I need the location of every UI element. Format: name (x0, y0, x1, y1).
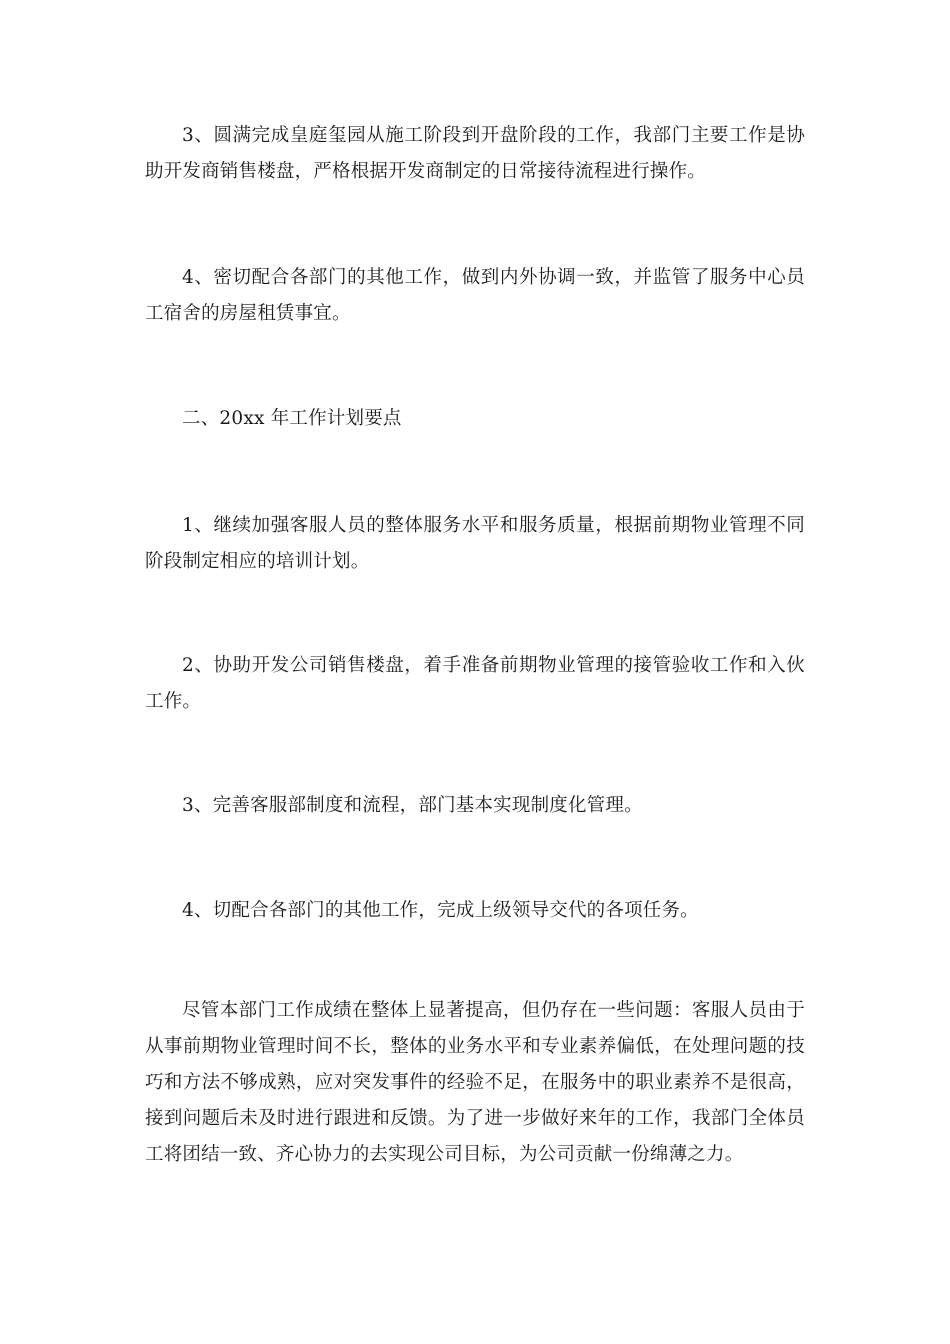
section-heading-work-plan: 二、20xx 年工作计划要点 (182, 408, 402, 429)
paragraph-item-3-completion: 3、圆满完成皇庭玺园从施工阶段到开盘阶段的工作，我部门主要工作是协助开发商销售楼盘，严格根据开发商制定的日常接待流程进行操作。 (145, 125, 805, 182)
paragraph-plan-2-sales: 2、协助开发公司销售楼盘，着手准备前期物业管理的接管验收工作和入伙工作。 (145, 655, 805, 712)
paragraph-plan-4-tasks: 4、切配合各部门的其他工作，完成上级领导交代的各项任务。 (182, 900, 699, 921)
paragraph-plan-3-system: 3、完善客服部制度和流程，部门基本实现制度化管理。 (182, 795, 643, 816)
paragraph-summary: 尽管本部门工作成绩在整体上显著提高，但仍存在一些问题：客服人员由于从事前期物业管理时间不长，整体的业务水平和专业素养偏低，在处理问题的技巧和方法不够成熟，应对突发事件的经验不足，在服务中的职业素养不是很高，接到问题后未及时进行跟进和反馈。为了进一步做好来年的工作，我部门全体员工将团结一致、齐心协力的去实现公司目标，为公司贡献一份绵薄之力。 (145, 1000, 805, 1165)
paragraph-item-4-cooperation: 4、密切配合各部门的其他工作，做到内外协调一致，并监管了服务中心员工宿舍的房屋租赁事宜。 (145, 267, 805, 324)
paragraph-plan-1-training: 1、继续加强客服人员的整体服务水平和服务质量，根据前期物业管理不同阶段制定相应的培训计划。 (145, 515, 805, 572)
